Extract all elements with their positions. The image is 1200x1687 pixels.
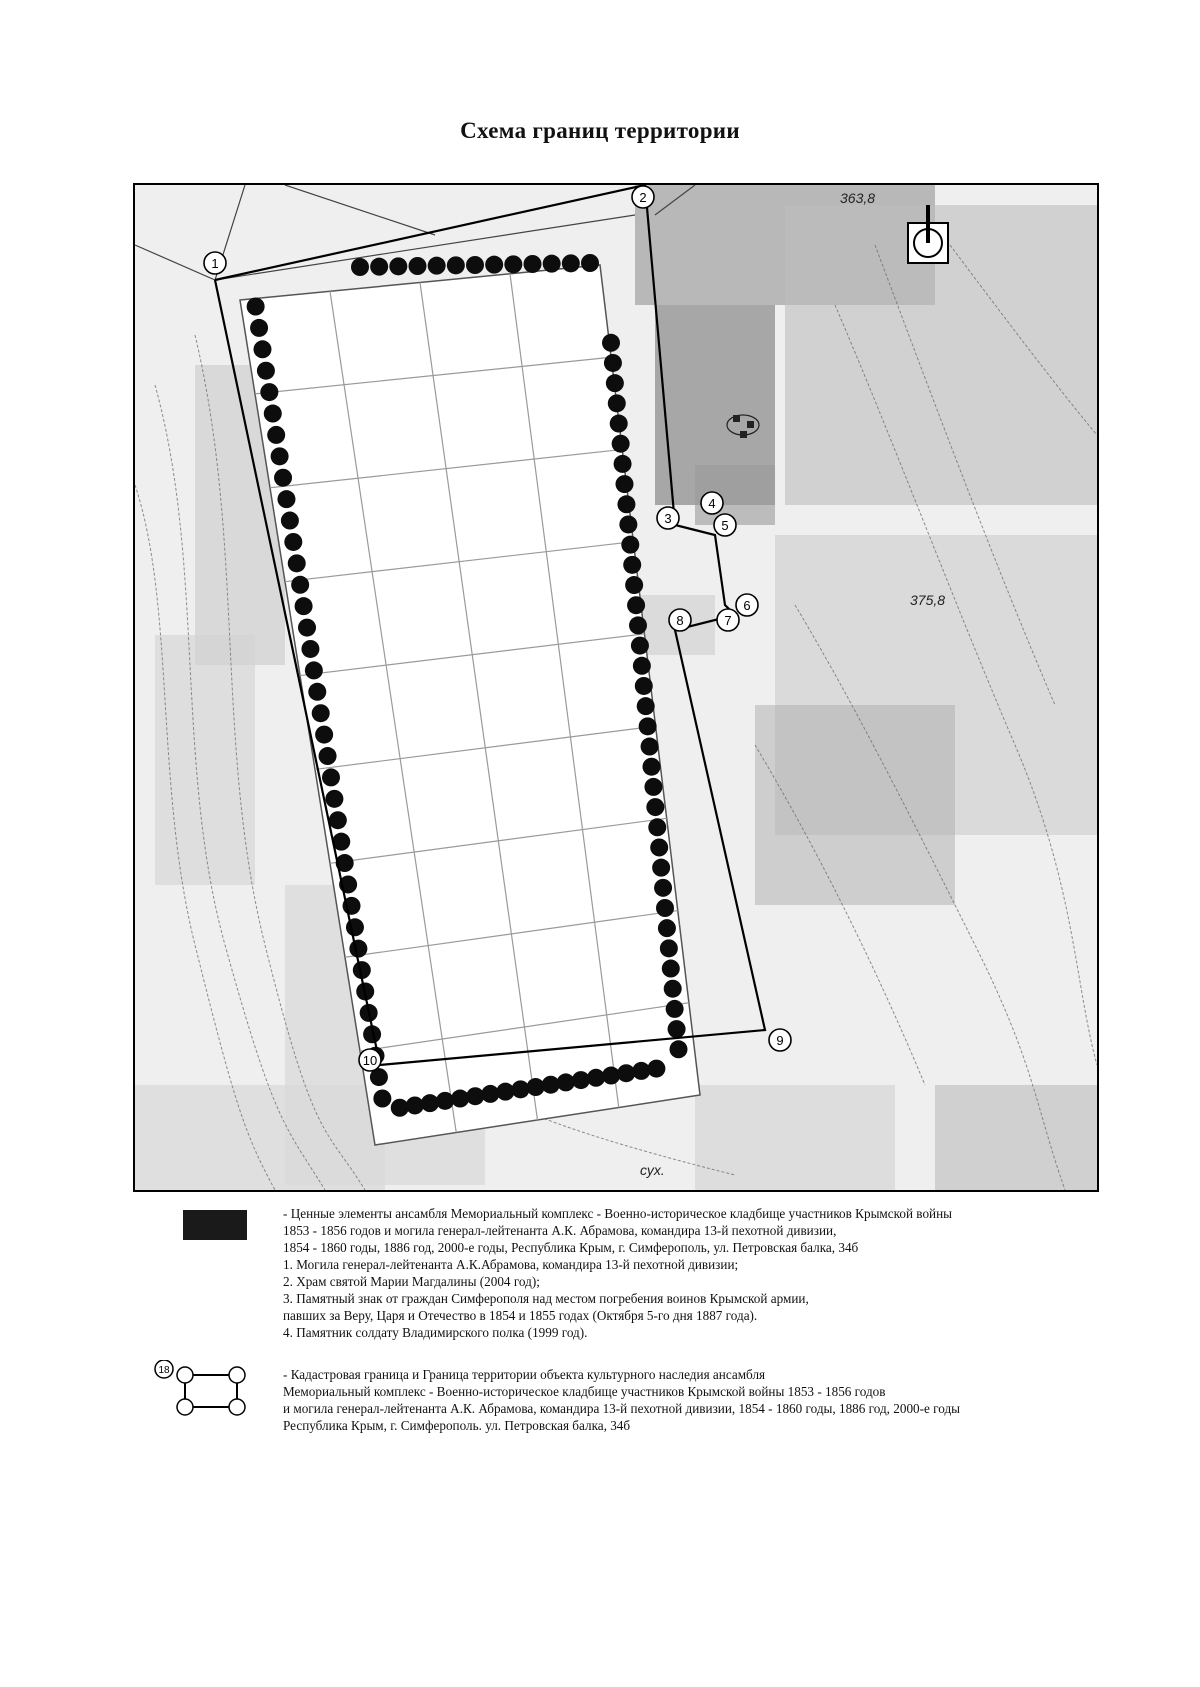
tree-marker: [664, 980, 682, 998]
tree-marker: [581, 254, 599, 272]
tree-marker: [406, 1096, 424, 1114]
boundary-point-marker: [657, 507, 679, 529]
tree-marker: [436, 1092, 454, 1110]
legend-cadastral: [283, 1366, 960, 1434]
legend-valuable-elements-swatch: [183, 1210, 247, 1240]
tree-marker: [504, 255, 522, 273]
boundary-point-marker: [669, 609, 691, 631]
tree-marker: [610, 415, 628, 433]
tree-marker: [288, 554, 306, 572]
tree-marker: [644, 778, 662, 796]
tree-marker: [617, 495, 635, 513]
tree-marker: [281, 512, 299, 530]
legend-line: 1854 - 1860 годы, 1886 год, 2000-е годы, Республика Крым, г. Симферополь, ул. Петровская балка, 34б: [283, 1240, 859, 1255]
tree-marker: [650, 838, 668, 856]
tree-marker: [616, 475, 634, 493]
legend-line: 3. Памятный знак от граждан Симферополя над местом погребения воинов Крымской армии,: [283, 1291, 809, 1306]
tree-marker: [647, 1060, 665, 1078]
tree-marker: [670, 1040, 688, 1058]
tree-marker: [271, 447, 289, 465]
tree-marker: [562, 254, 580, 272]
legend-cadastral-boundary-symbol: [150, 1360, 260, 1422]
tree-marker: [668, 1020, 686, 1038]
tree-marker: [629, 616, 647, 634]
tree-marker: [602, 334, 620, 352]
tree-marker: [617, 1064, 635, 1082]
tree-marker: [643, 758, 661, 776]
tree-marker: [658, 919, 676, 937]
tree-marker: [447, 256, 465, 274]
tree-marker: [606, 374, 624, 392]
tree-marker: [654, 879, 672, 897]
tree-marker: [325, 790, 343, 808]
tree-marker: [662, 960, 680, 978]
tree-marker: [295, 597, 313, 615]
legend-line: Республика Крым, г. Симферополь. ул. Петровская балка, 34б: [283, 1418, 631, 1433]
boundary-point-marker: [736, 594, 758, 616]
tree-marker: [619, 515, 637, 533]
tree-marker: [623, 556, 641, 574]
tree-marker: [451, 1090, 469, 1108]
page-title: Схема границ территории: [460, 118, 740, 143]
tree-marker: [485, 256, 503, 274]
boundary-point-label: 1: [211, 256, 219, 271]
tree-marker: [305, 661, 323, 679]
legend-line: 1853 - 1856 годов и могила генерал-лейтенанта А.К. Абрамова, командира 13-й пехотной дивизии,: [283, 1223, 837, 1238]
tree-marker: [602, 1067, 620, 1085]
tree-marker: [631, 637, 649, 655]
tree-marker: [298, 619, 316, 637]
tree-marker: [627, 596, 645, 614]
tree-marker: [308, 683, 326, 701]
boundary-point-label: 9: [776, 1033, 784, 1048]
boundary-point-label: 10: [362, 1053, 378, 1068]
tree-marker: [648, 818, 666, 836]
tree-marker: [614, 455, 632, 473]
tree-marker: [421, 1094, 439, 1112]
tree-marker: [260, 383, 278, 401]
tree-marker: [253, 340, 271, 358]
tree-marker: [277, 490, 295, 508]
boundary-point-marker: [701, 492, 723, 514]
boundary-point-label: 8: [676, 613, 684, 628]
boundary-point-label: 6: [743, 598, 751, 613]
tree-marker: [373, 1090, 391, 1108]
tree-marker: [524, 255, 542, 273]
legend-line: - Кадастровая граница и Граница территории объекта культурного наследия ансамбля: [283, 1367, 766, 1382]
tree-marker: [512, 1080, 530, 1098]
boundary-scheme-map: [133, 183, 1099, 1192]
tree-marker: [322, 768, 340, 786]
tree-marker: [557, 1073, 575, 1091]
tree-marker: [284, 533, 302, 551]
tree-marker: [587, 1069, 605, 1087]
tree-marker: [264, 405, 282, 423]
tree-marker: [428, 257, 446, 275]
boundary-point-marker: [204, 252, 226, 274]
tree-marker: [315, 726, 333, 744]
legend-line: Мемориальный комплекс - Военно-историческое кладбище участников Крымской войны 1853 - 1856 годов: [283, 1384, 886, 1399]
tree-marker: [274, 469, 292, 487]
boundary-point-label: 5: [721, 518, 729, 533]
tree-marker: [267, 426, 285, 444]
tree-marker: [637, 697, 655, 715]
place-label: сух.: [640, 1162, 665, 1178]
legend-line: 2. Храм святой Марии Магдалины (2004 год);: [283, 1274, 540, 1289]
legend-symbol-number: 18: [158, 1365, 170, 1376]
tree-marker: [656, 899, 674, 917]
tree-marker: [660, 939, 678, 957]
boundary-point-marker: [714, 514, 736, 536]
legend-valuable-elements: [283, 1205, 952, 1341]
boundary-point-marker: [769, 1029, 791, 1051]
tree-marker: [466, 256, 484, 274]
tree-marker: [641, 738, 659, 756]
tree-marker: [543, 255, 561, 273]
tree-marker: [247, 298, 265, 316]
tree-marker: [496, 1083, 514, 1101]
tree-marker: [632, 1062, 650, 1080]
legend-line: 1. Могила генерал-лейтенанта А.К.Абрамова, командира 13-й пехотной дивизии;: [283, 1257, 739, 1272]
boundary-point-marker: [717, 609, 739, 631]
legend-line: павших за Веру, Царя и Отечество в 1854 и 1855 годах (Октября 5-го дня 1887 года).: [283, 1308, 758, 1323]
boundary-point-label: 3: [664, 511, 672, 526]
legend-line: 4. Памятник солдату Владимирского полка (1999 год).: [283, 1325, 588, 1340]
legend-line: - Ценные элементы ансамбля Мемориальный комплекс - Военно-историческое кладбище участников Крымской войны: [283, 1206, 953, 1221]
tree-marker: [291, 576, 309, 594]
tree-marker: [652, 859, 670, 877]
tree-marker: [633, 657, 651, 675]
tree-marker: [466, 1087, 484, 1105]
boundary-point-label: 7: [724, 613, 732, 628]
tree-marker: [319, 747, 337, 765]
boundary-point-label: 4: [708, 496, 716, 511]
tree-marker: [257, 362, 275, 380]
tree-marker: [639, 717, 657, 735]
tree-marker: [666, 1000, 684, 1018]
tree-marker: [621, 536, 639, 554]
tree-marker: [349, 940, 367, 958]
tree-marker: [391, 1099, 409, 1117]
tree-marker: [409, 257, 427, 275]
tree-marker: [527, 1078, 545, 1096]
tree-marker: [646, 798, 664, 816]
tree-marker: [370, 258, 388, 276]
tree-marker: [351, 258, 369, 276]
boundary-point-label: 2: [639, 190, 647, 205]
elevation-label: 363,8: [840, 190, 876, 206]
tree-marker: [312, 704, 330, 722]
tree-marker: [625, 576, 643, 594]
tree-marker: [612, 435, 630, 453]
tree-marker: [389, 257, 407, 275]
boundary-point-marker: [632, 186, 654, 208]
tree-marker: [329, 811, 347, 829]
tree-marker: [301, 640, 319, 658]
tree-marker: [635, 677, 653, 695]
tree-marker: [542, 1076, 560, 1094]
tree-marker: [481, 1085, 499, 1103]
legend-line: и могила генерал-лейтенанта А.К. Абрамова, командира 13-й пехотной дивизии, 1854 - 1860 годы, 1886 год, 2000-е годы: [283, 1401, 961, 1416]
elevation-label: 375,8: [910, 592, 946, 608]
boundary-point-marker: [359, 1049, 381, 1071]
tree-marker: [572, 1071, 590, 1089]
tree-marker: [608, 394, 626, 412]
tree-marker: [604, 354, 622, 372]
tree-marker: [250, 319, 268, 337]
